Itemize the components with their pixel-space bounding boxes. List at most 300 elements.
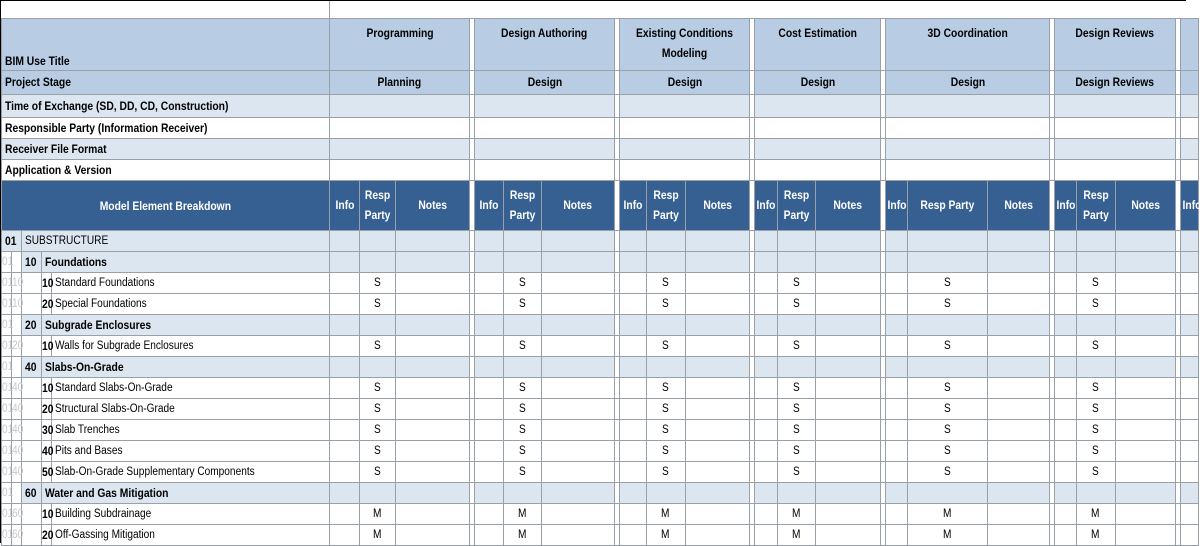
info-cell[interactable]: [475, 503, 504, 524]
bim-use-title-2[interactable]: [620, 18, 750, 70]
info-cell[interactable]: [886, 419, 908, 440]
notes-cell[interactable]: [988, 440, 1050, 461]
notes-cell[interactable]: [686, 419, 750, 440]
notes-cell[interactable]: [1116, 440, 1176, 461]
resp-party-cell[interactable]: [647, 251, 686, 272]
resp-party-cell[interactable]: [1077, 524, 1116, 545]
info-cell[interactable]: [1055, 356, 1077, 377]
notes-cell[interactable]: [816, 419, 881, 440]
partial-cell[interactable]: [1181, 70, 1199, 94]
info-cell[interactable]: [755, 524, 778, 545]
info-cell[interactable]: [755, 293, 778, 314]
resp-party-cell[interactable]: [1077, 398, 1116, 419]
resp-party-cell[interactable]: [360, 398, 396, 419]
notes-cell[interactable]: [988, 314, 1050, 335]
resp-party-cell[interactable]: [908, 251, 988, 272]
header-value-cell-2[interactable]: [620, 159, 750, 180]
resp-party-cell[interactable]: [360, 356, 396, 377]
resp-party-cell[interactable]: [778, 335, 816, 356]
notes-cell[interactable]: [816, 293, 881, 314]
resp-party-cell[interactable]: [360, 440, 396, 461]
partial-cell[interactable]: [1181, 335, 1199, 356]
info-cell[interactable]: [620, 503, 647, 524]
item-code[interactable]: [42, 398, 52, 419]
info-cell[interactable]: [755, 398, 778, 419]
notes-cell[interactable]: [396, 503, 470, 524]
info-cell[interactable]: [475, 293, 504, 314]
notes-cell[interactable]: [816, 356, 881, 377]
header-value-cell-1[interactable]: [475, 138, 615, 159]
resp-party-cell[interactable]: [647, 377, 686, 398]
info-cell[interactable]: [755, 482, 778, 503]
resp-party-cell[interactable]: [647, 230, 686, 251]
notes-cell[interactable]: [542, 314, 615, 335]
resp-party-cell[interactable]: [1077, 356, 1116, 377]
partial-cell[interactable]: [1181, 356, 1199, 377]
resp-party-cell[interactable]: [778, 356, 816, 377]
info-cell[interactable]: [755, 461, 778, 482]
resp-party-cell[interactable]: [647, 482, 686, 503]
info-cell[interactable]: [1055, 419, 1077, 440]
resp-party-cell[interactable]: [504, 398, 542, 419]
info-cell[interactable]: [755, 356, 778, 377]
info-cell[interactable]: [330, 356, 360, 377]
info-cell[interactable]: [1055, 398, 1077, 419]
partial-cell[interactable]: [1181, 117, 1199, 138]
header-value-cell-2[interactable]: [620, 138, 750, 159]
header-value-cell-1[interactable]: [475, 117, 615, 138]
partial-cell[interactable]: [1181, 398, 1199, 419]
info-cell[interactable]: [330, 293, 360, 314]
header-value-cell-5[interactable]: [1055, 138, 1176, 159]
resp-party-cell[interactable]: [778, 398, 816, 419]
resp-party-cell[interactable]: [908, 314, 988, 335]
item-code[interactable]: [42, 419, 52, 440]
notes-cell[interactable]: [396, 440, 470, 461]
header-value-cell-0[interactable]: [330, 159, 470, 180]
info-cell[interactable]: [755, 251, 778, 272]
info-cell[interactable]: [330, 503, 360, 524]
info-cell[interactable]: [886, 461, 908, 482]
notes-cell[interactable]: [816, 230, 881, 251]
partial-cell[interactable]: [1181, 503, 1199, 524]
notes-cell[interactable]: [542, 440, 615, 461]
resp-party-cell[interactable]: [778, 377, 816, 398]
info-cell[interactable]: [475, 335, 504, 356]
notes-cell[interactable]: [988, 524, 1050, 545]
item-label[interactable]: [52, 503, 330, 524]
partial-cell[interactable]: [1181, 314, 1199, 335]
resp-party-cell[interactable]: [1077, 377, 1116, 398]
info-cell[interactable]: [475, 398, 504, 419]
notes-cell[interactable]: [396, 335, 470, 356]
info-cell[interactable]: [755, 503, 778, 524]
resp-party-cell[interactable]: [504, 377, 542, 398]
notes-cell[interactable]: [988, 482, 1050, 503]
notes-cell[interactable]: [542, 377, 615, 398]
info-cell[interactable]: [620, 356, 647, 377]
info-cell[interactable]: [330, 230, 360, 251]
resp-party-cell[interactable]: [360, 293, 396, 314]
notes-cell[interactable]: [816, 461, 881, 482]
notes-cell[interactable]: [686, 503, 750, 524]
info-cell[interactable]: [475, 419, 504, 440]
notes-cell[interactable]: [396, 461, 470, 482]
info-cell[interactable]: [330, 419, 360, 440]
resp-party-cell[interactable]: [1077, 482, 1116, 503]
blank-cell[interactable]: [330, 1, 1199, 18]
notes-cell[interactable]: [1116, 272, 1176, 293]
info-cell[interactable]: [330, 524, 360, 545]
info-cell[interactable]: [475, 524, 504, 545]
notes-cell[interactable]: [396, 230, 470, 251]
resp-party-cell[interactable]: [908, 419, 988, 440]
item-label[interactable]: [52, 293, 330, 314]
project-stage-3[interactable]: [755, 70, 881, 94]
partial-cell[interactable]: [1181, 482, 1199, 503]
header-value-cell-0[interactable]: [330, 117, 470, 138]
notes-cell[interactable]: [542, 461, 615, 482]
notes-cell[interactable]: [542, 503, 615, 524]
header-value-cell-1[interactable]: [475, 159, 615, 180]
resp-party-cell[interactable]: [1077, 335, 1116, 356]
header-value-cell-4[interactable]: [886, 159, 1050, 180]
item-label[interactable]: [52, 524, 330, 545]
notes-cell[interactable]: [542, 230, 615, 251]
notes-cell[interactable]: [1116, 335, 1176, 356]
info-cell[interactable]: [330, 482, 360, 503]
partial-cell[interactable]: [1181, 159, 1199, 180]
partial-cell[interactable]: [1181, 251, 1199, 272]
info-cell[interactable]: [475, 482, 504, 503]
resp-party-cell[interactable]: [778, 272, 816, 293]
item-code[interactable]: [42, 440, 52, 461]
resp-party-cell[interactable]: [360, 503, 396, 524]
notes-cell[interactable]: [686, 251, 750, 272]
info-cell[interactable]: [886, 335, 908, 356]
info-cell[interactable]: [330, 440, 360, 461]
bim-use-title-0[interactable]: [330, 18, 470, 70]
notes-cell[interactable]: [988, 461, 1050, 482]
notes-cell[interactable]: [1116, 314, 1176, 335]
resp-party-cell[interactable]: [1077, 503, 1116, 524]
notes-cell[interactable]: [542, 482, 615, 503]
header-value-cell-3[interactable]: [755, 117, 881, 138]
notes-cell[interactable]: [1116, 482, 1176, 503]
partial-cell[interactable]: [1181, 293, 1199, 314]
resp-party-cell[interactable]: [778, 419, 816, 440]
resp-party-cell[interactable]: [504, 314, 542, 335]
info-cell[interactable]: [475, 356, 504, 377]
resp-party-cell[interactable]: [908, 461, 988, 482]
info-cell[interactable]: [620, 272, 647, 293]
resp-party-cell[interactable]: [360, 251, 396, 272]
notes-cell[interactable]: [542, 524, 615, 545]
info-cell[interactable]: [330, 398, 360, 419]
info-cell[interactable]: [620, 335, 647, 356]
header-value-cell-1[interactable]: [475, 94, 615, 117]
resp-party-cell[interactable]: [1077, 272, 1116, 293]
resp-party-cell[interactable]: [504, 461, 542, 482]
notes-cell[interactable]: [396, 398, 470, 419]
header-value-cell-5[interactable]: [1055, 159, 1176, 180]
resp-party-cell[interactable]: [778, 524, 816, 545]
resp-party-cell[interactable]: [1077, 440, 1116, 461]
notes-cell[interactable]: [1116, 503, 1176, 524]
bim-use-title-3[interactable]: [755, 18, 881, 70]
info-cell[interactable]: [620, 440, 647, 461]
notes-cell[interactable]: [686, 272, 750, 293]
resp-party-cell[interactable]: [778, 293, 816, 314]
info-cell[interactable]: [620, 419, 647, 440]
project-stage-2[interactable]: [620, 70, 750, 94]
item-code[interactable]: [42, 272, 52, 293]
group-code[interactable]: [22, 251, 42, 272]
item-label[interactable]: [52, 398, 330, 419]
info-cell[interactable]: [620, 293, 647, 314]
info-cell[interactable]: [1055, 230, 1077, 251]
info-cell[interactable]: [475, 230, 504, 251]
item-code[interactable]: [42, 335, 52, 356]
bim-use-title-1[interactable]: [475, 18, 615, 70]
info-cell[interactable]: [475, 314, 504, 335]
info-cell[interactable]: [755, 440, 778, 461]
resp-party-cell[interactable]: [908, 398, 988, 419]
info-cell[interactable]: [475, 377, 504, 398]
resp-party-cell[interactable]: [908, 503, 988, 524]
info-cell[interactable]: [886, 230, 908, 251]
header-value-cell-5[interactable]: [1055, 94, 1176, 117]
item-label[interactable]: [52, 377, 330, 398]
notes-cell[interactable]: [686, 524, 750, 545]
partial-cell[interactable]: [1181, 524, 1199, 545]
notes-cell[interactable]: [686, 377, 750, 398]
resp-party-cell[interactable]: [778, 230, 816, 251]
info-cell[interactable]: [330, 314, 360, 335]
resp-party-cell[interactable]: [647, 503, 686, 524]
notes-cell[interactable]: [686, 356, 750, 377]
info-cell[interactable]: [1055, 524, 1077, 545]
resp-party-cell[interactable]: [504, 503, 542, 524]
info-cell[interactable]: [1055, 461, 1077, 482]
notes-cell[interactable]: [988, 230, 1050, 251]
info-cell[interactable]: [886, 314, 908, 335]
resp-party-cell[interactable]: [778, 503, 816, 524]
info-cell[interactable]: [330, 335, 360, 356]
info-cell[interactable]: [330, 272, 360, 293]
info-cell[interactable]: [886, 398, 908, 419]
group-code[interactable]: [22, 314, 42, 335]
header-value-cell-4[interactable]: [886, 117, 1050, 138]
notes-cell[interactable]: [816, 335, 881, 356]
resp-party-cell[interactable]: [647, 461, 686, 482]
info-cell[interactable]: [475, 461, 504, 482]
info-cell[interactable]: [330, 461, 360, 482]
info-cell[interactable]: [620, 482, 647, 503]
info-cell[interactable]: [620, 524, 647, 545]
notes-cell[interactable]: [816, 398, 881, 419]
notes-cell[interactable]: [396, 356, 470, 377]
item-label[interactable]: [52, 419, 330, 440]
info-cell[interactable]: [886, 503, 908, 524]
info-cell[interactable]: [620, 230, 647, 251]
group-label[interactable]: [42, 314, 330, 335]
group-code[interactable]: [22, 482, 42, 503]
partial-cell[interactable]: [1181, 230, 1199, 251]
notes-cell[interactable]: [686, 335, 750, 356]
notes-cell[interactable]: [686, 440, 750, 461]
info-cell[interactable]: [755, 377, 778, 398]
notes-cell[interactable]: [542, 335, 615, 356]
item-label[interactable]: [52, 272, 330, 293]
resp-party-cell[interactable]: [647, 524, 686, 545]
notes-cell[interactable]: [1116, 230, 1176, 251]
blank-cell[interactable]: [2, 1, 330, 18]
info-cell[interactable]: [620, 377, 647, 398]
notes-cell[interactable]: [396, 293, 470, 314]
info-cell[interactable]: [1055, 440, 1077, 461]
info-cell[interactable]: [330, 377, 360, 398]
resp-party-cell[interactable]: [360, 377, 396, 398]
partial-cell[interactable]: [1181, 419, 1199, 440]
partial-cell[interactable]: [1181, 440, 1199, 461]
notes-cell[interactable]: [816, 440, 881, 461]
info-cell[interactable]: [755, 314, 778, 335]
item-code[interactable]: [42, 293, 52, 314]
info-cell[interactable]: [330, 251, 360, 272]
info-cell[interactable]: [475, 251, 504, 272]
group-label[interactable]: [42, 356, 330, 377]
notes-cell[interactable]: [816, 272, 881, 293]
notes-cell[interactable]: [988, 293, 1050, 314]
resp-party-cell[interactable]: [360, 419, 396, 440]
resp-party-cell[interactable]: [504, 272, 542, 293]
info-cell[interactable]: [755, 335, 778, 356]
group-label[interactable]: [42, 251, 330, 272]
resp-party-cell[interactable]: [360, 524, 396, 545]
notes-cell[interactable]: [988, 503, 1050, 524]
notes-cell[interactable]: [988, 356, 1050, 377]
notes-cell[interactable]: [988, 377, 1050, 398]
info-cell[interactable]: [1055, 503, 1077, 524]
notes-cell[interactable]: [686, 293, 750, 314]
info-cell[interactable]: [886, 440, 908, 461]
resp-party-cell[interactable]: [360, 461, 396, 482]
header-value-cell-3[interactable]: [755, 138, 881, 159]
notes-cell[interactable]: [542, 398, 615, 419]
resp-party-cell[interactable]: [647, 398, 686, 419]
partial-cell[interactable]: [1181, 377, 1199, 398]
info-cell[interactable]: [886, 293, 908, 314]
resp-party-cell[interactable]: [1077, 314, 1116, 335]
header-value-cell-4[interactable]: [886, 94, 1050, 117]
notes-cell[interactable]: [686, 230, 750, 251]
notes-cell[interactable]: [686, 482, 750, 503]
notes-cell[interactable]: [1116, 356, 1176, 377]
resp-party-cell[interactable]: [504, 524, 542, 545]
info-cell[interactable]: [886, 356, 908, 377]
resp-party-cell[interactable]: [504, 419, 542, 440]
info-cell[interactable]: [1055, 377, 1077, 398]
notes-cell[interactable]: [816, 524, 881, 545]
info-cell[interactable]: [886, 272, 908, 293]
bim-use-title-4[interactable]: [886, 18, 1050, 70]
item-label[interactable]: [52, 335, 330, 356]
project-stage-5[interactable]: [1055, 70, 1176, 94]
resp-party-cell[interactable]: [908, 272, 988, 293]
notes-cell[interactable]: [988, 419, 1050, 440]
resp-party-cell[interactable]: [504, 356, 542, 377]
bim-use-title-5[interactable]: [1055, 18, 1176, 70]
partial-cell[interactable]: [1181, 461, 1199, 482]
resp-party-cell[interactable]: [504, 293, 542, 314]
info-cell[interactable]: [620, 461, 647, 482]
resp-party-cell[interactable]: [1077, 419, 1116, 440]
resp-party-cell[interactable]: [778, 314, 816, 335]
resp-party-cell[interactable]: [504, 440, 542, 461]
partial-cell[interactable]: [1181, 94, 1199, 117]
item-code[interactable]: [42, 503, 52, 524]
notes-cell[interactable]: [396, 314, 470, 335]
resp-party-cell[interactable]: [778, 251, 816, 272]
resp-party-cell[interactable]: [504, 251, 542, 272]
item-code[interactable]: [42, 377, 52, 398]
notes-cell[interactable]: [1116, 398, 1176, 419]
info-cell[interactable]: [1055, 314, 1077, 335]
notes-cell[interactable]: [988, 335, 1050, 356]
info-cell[interactable]: [755, 419, 778, 440]
resp-party-cell[interactable]: [647, 272, 686, 293]
notes-cell[interactable]: [542, 356, 615, 377]
resp-party-cell[interactable]: [360, 335, 396, 356]
info-cell[interactable]: [1055, 335, 1077, 356]
notes-cell[interactable]: [988, 251, 1050, 272]
notes-cell[interactable]: [542, 251, 615, 272]
resp-party-cell[interactable]: [360, 482, 396, 503]
resp-party-cell[interactable]: [778, 461, 816, 482]
resp-party-cell[interactable]: [647, 440, 686, 461]
notes-cell[interactable]: [988, 272, 1050, 293]
notes-cell[interactable]: [1116, 524, 1176, 545]
info-cell[interactable]: [755, 230, 778, 251]
resp-party-cell[interactable]: [908, 230, 988, 251]
resp-party-cell[interactable]: [647, 356, 686, 377]
section-label[interactable]: [22, 230, 330, 251]
item-code[interactable]: [42, 461, 52, 482]
notes-cell[interactable]: [1116, 461, 1176, 482]
notes-cell[interactable]: [816, 503, 881, 524]
project-stage-4[interactable]: [886, 70, 1050, 94]
partial-cell[interactable]: [1181, 138, 1199, 159]
resp-party-cell[interactable]: [908, 293, 988, 314]
header-value-cell-3[interactable]: [755, 159, 881, 180]
notes-cell[interactable]: [1116, 377, 1176, 398]
info-cell[interactable]: [1055, 272, 1077, 293]
resp-party-cell[interactable]: [1077, 230, 1116, 251]
info-cell[interactable]: [475, 272, 504, 293]
resp-party-cell[interactable]: [908, 335, 988, 356]
notes-cell[interactable]: [542, 272, 615, 293]
notes-cell[interactable]: [396, 524, 470, 545]
partial-cell[interactable]: [1181, 272, 1199, 293]
header-value-cell-0[interactable]: [330, 138, 470, 159]
info-cell[interactable]: [1055, 293, 1077, 314]
notes-cell[interactable]: [816, 482, 881, 503]
notes-cell[interactable]: [542, 419, 615, 440]
resp-party-cell[interactable]: [647, 314, 686, 335]
info-cell[interactable]: [886, 482, 908, 503]
resp-party-cell[interactable]: [647, 419, 686, 440]
